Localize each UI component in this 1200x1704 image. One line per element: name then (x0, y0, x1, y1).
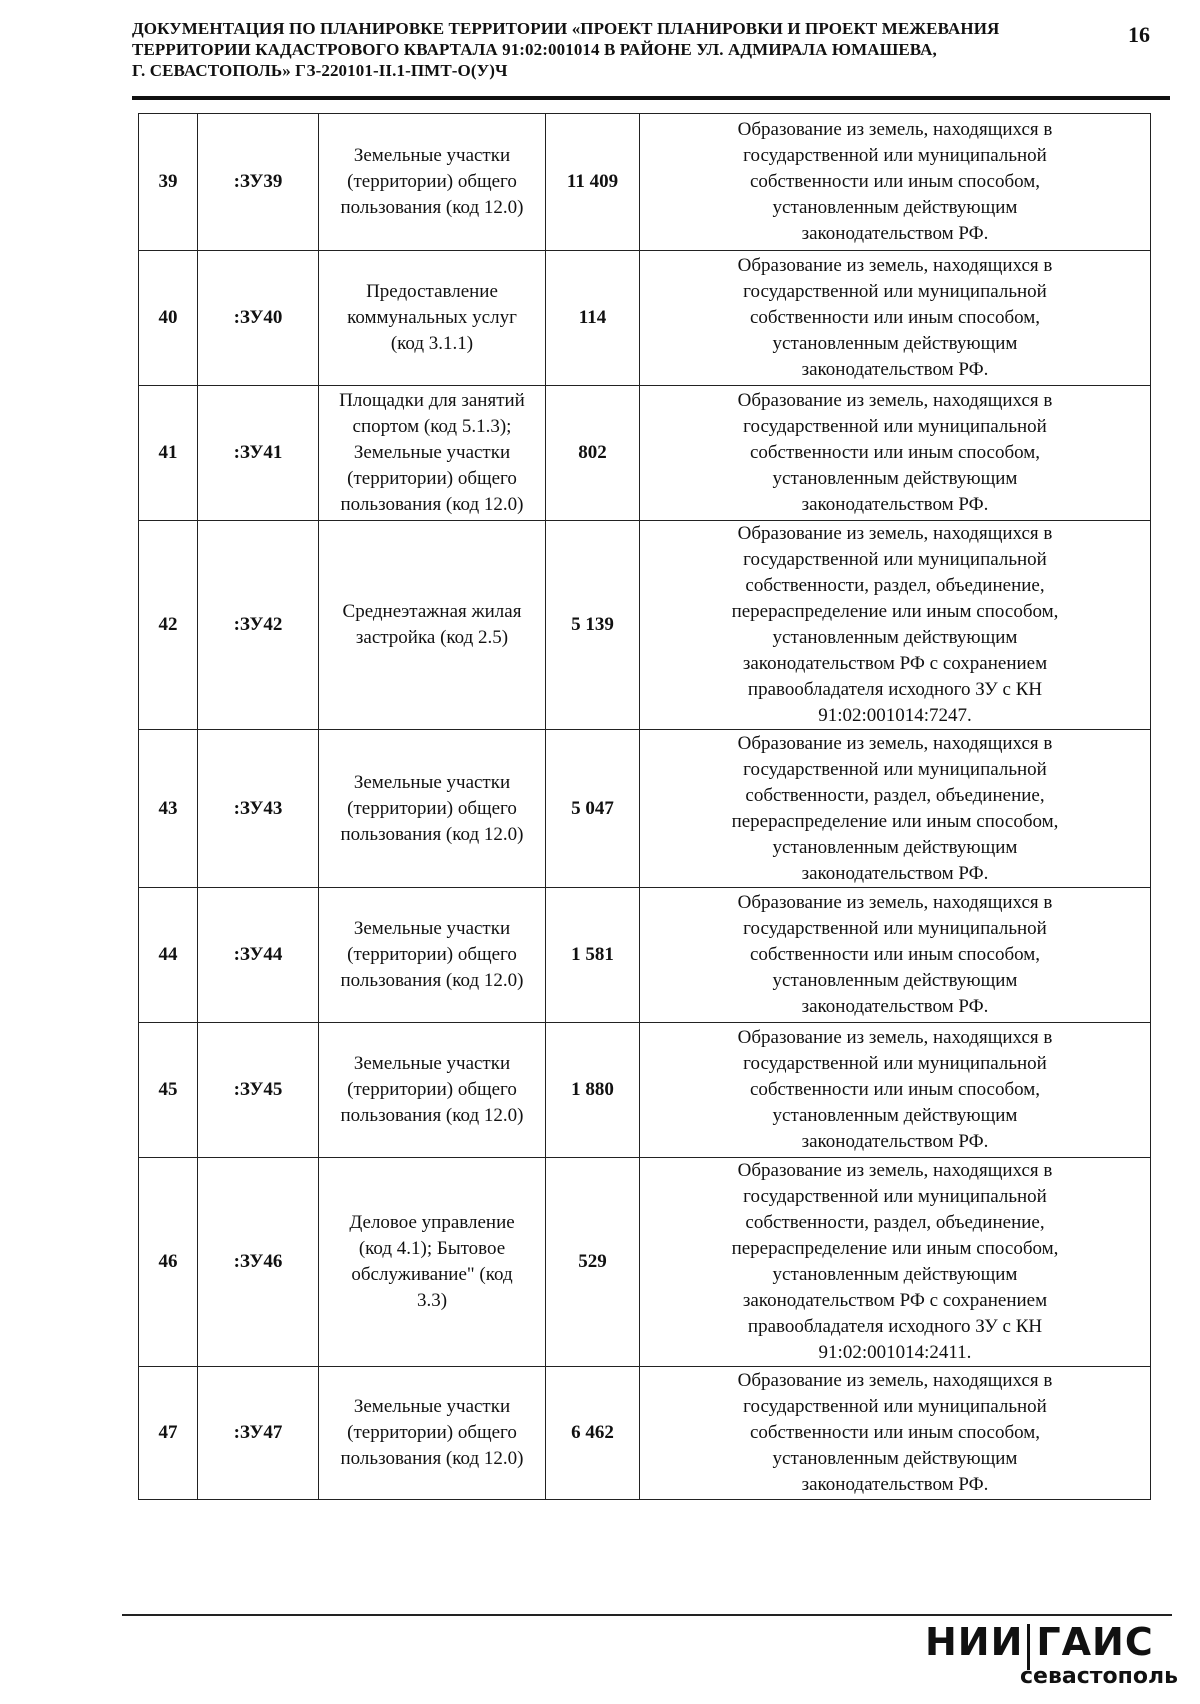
plot-id: :ЗУ46 (233, 1251, 283, 1272)
formation-method-line: законодательством РФ. (801, 862, 989, 884)
plot-id: :ЗУ39 (233, 171, 283, 192)
plot-id-cell (198, 386, 319, 521)
plot-id-cell (198, 888, 319, 1023)
plot-area: 529 (578, 1251, 607, 1272)
area-cell (546, 1023, 640, 1158)
formation-method-line: установленным действующим (772, 1105, 1018, 1126)
plot-area: 1 880 (571, 1079, 614, 1100)
permitted-use-line: спортом (код 5.1.3); (352, 416, 512, 437)
logo-subtitle: севастополь (1020, 1664, 1178, 1689)
formation-method-line: установленным действующим (772, 197, 1018, 218)
row-number-cell (139, 251, 198, 386)
document-header (132, 18, 1082, 81)
row-number-cell (139, 1023, 198, 1158)
formation-method-line: законодательством РФ. (801, 996, 989, 1017)
row-number-cell (139, 888, 198, 1023)
table-row (139, 114, 1151, 251)
title-line-3: Г. СЕВАСТОПОЛЬ» ГЗ-220101-II.1-ПМТ-О(У)Ч (132, 61, 508, 80)
permitted-use-line: Деловое управление (349, 1212, 515, 1233)
row-number: 40 (158, 307, 178, 328)
footer-divider (122, 1614, 1172, 1616)
formation-method-line: правообладателя исходного ЗУ с КН (747, 679, 1043, 700)
formation-method-cell (640, 888, 1151, 1023)
permitted-use-line: Земельные участки (353, 918, 511, 939)
area-cell (546, 386, 640, 521)
formation-method-cell (640, 251, 1151, 386)
permitted-use-line: (территории) общего (347, 797, 517, 819)
permitted-use-line: (территории) общего (347, 944, 517, 965)
table-row (139, 1158, 1151, 1367)
row-number: 46 (158, 1251, 178, 1272)
row-number-cell (139, 521, 198, 730)
document-title (132, 18, 1082, 81)
formation-method-cell (640, 386, 1151, 521)
plot-id-cell (198, 114, 319, 251)
formation-method-line: собственности или иным способом, (749, 1422, 1041, 1443)
permitted-use-line: 3.3) (416, 1290, 448, 1311)
row-number-cell (139, 114, 198, 251)
formation-method-line: государственной или муниципальной (743, 145, 1047, 166)
niigais-logo (925, 1620, 1178, 1700)
title-line-2: ТЕРРИТОРИИ КАДАСТРОВОГО КВАРТАЛА 91:02:001014 В РАЙОНЕ УЛ. АДМИРАЛА ЮМАШЕВА, (132, 40, 937, 59)
formation-method-line: законодательством РФ с сохранением (742, 653, 1048, 674)
permitted-use-cell (319, 521, 546, 730)
permitted-use-line: (код 4.1); Бытовое (358, 1238, 506, 1259)
formation-method-line: собственности, раздел, объединение, (745, 575, 1045, 596)
table-row (139, 1367, 1151, 1500)
permitted-use-cell (319, 251, 546, 386)
row-number-cell (139, 386, 198, 521)
permitted-use-cell (319, 386, 546, 521)
formation-method-line: собственности, раздел, объединение, (745, 784, 1045, 806)
formation-method-line: государственной или муниципальной (743, 1053, 1047, 1074)
permitted-use-cell (319, 888, 546, 1023)
formation-method-line: перераспределение или иным способом, (731, 810, 1059, 832)
plot-area: 802 (578, 442, 607, 463)
formation-method-line: собственности или иным способом, (749, 171, 1041, 192)
plot-id: :ЗУ41 (233, 442, 283, 463)
formation-method-line: Образование из земель, находящихся в (737, 1027, 1053, 1048)
row-number: 39 (158, 171, 178, 192)
page-number: 16 (1128, 22, 1150, 47)
table-row (139, 730, 1151, 888)
permitted-use-line: Земельные участки (353, 442, 511, 463)
formation-method-line: собственности или иным способом, (749, 442, 1041, 463)
formation-method-cell (640, 114, 1151, 251)
formation-method-line: государственной или муниципальной (743, 1396, 1047, 1417)
permitted-use-line: коммунальных услуг (347, 307, 517, 328)
formation-method-line: Образование из земель, находящихся в (737, 255, 1053, 276)
formation-method-line: Образование из земель, находящихся в (737, 1160, 1053, 1181)
formation-method-line: установленным действующим (772, 468, 1018, 489)
formation-method-cell (640, 1158, 1151, 1367)
plot-area: 114 (578, 307, 607, 328)
row-number: 44 (158, 944, 178, 965)
permitted-use-line: пользования (код 12.0) (340, 823, 524, 845)
plot-id-cell (198, 251, 319, 386)
formation-method-line: законодательством РФ. (801, 1474, 989, 1495)
formation-method-line: государственной или муниципальной (743, 918, 1047, 939)
formation-method-line: 91:02:001014:7247. (818, 705, 972, 726)
table-row (139, 386, 1151, 521)
permitted-use-line: пользования (код 12.0) (340, 970, 524, 991)
formation-method-line: Образование из земель, находящихся в (737, 523, 1053, 544)
area-cell (546, 730, 640, 888)
permitted-use-line: пользования (код 12.0) (340, 197, 524, 218)
formation-method-cell (640, 730, 1151, 888)
permitted-use-line: пользования (код 12.0) (340, 494, 524, 515)
formation-method-line: перераспределение или иным способом, (731, 1238, 1059, 1259)
row-number-cell (139, 1158, 198, 1367)
permitted-use-cell (319, 1158, 546, 1367)
permitted-use-line: обслуживание" (код (351, 1264, 513, 1285)
row-number: 45 (158, 1079, 178, 1100)
formation-method-line: собственности или иным способом, (749, 1079, 1041, 1100)
table-row (139, 251, 1151, 386)
row-number: 43 (158, 797, 178, 819)
formation-method-line: собственности, раздел, объединение, (745, 1212, 1045, 1233)
logo-text-left: НИИ (925, 1620, 1024, 1664)
permitted-use-line: застройка (код 2.5) (355, 627, 509, 648)
formation-method-line: установленным действующим (772, 333, 1018, 354)
formation-method-line: законодательством РФ. (801, 1131, 989, 1152)
formation-method-line: государственной или муниципальной (743, 281, 1047, 302)
row-number: 42 (158, 614, 178, 635)
permitted-use-line: пользования (код 12.0) (340, 1105, 524, 1126)
title-line-1: ДОКУМЕНТАЦИЯ ПО ПЛАНИРОВКЕ ТЕРРИТОРИИ «ПРОЕКТ ПЛАНИРОВКИ И ПРОЕКТ МЕЖЕВАНИЯ (132, 19, 1000, 38)
row-number-cell (139, 730, 198, 888)
plot-area: 1 581 (571, 944, 614, 965)
plot-id-cell (198, 730, 319, 888)
area-cell (546, 521, 640, 730)
formation-method-line: правообладателя исходного ЗУ с КН (747, 1316, 1043, 1337)
permitted-use-line: Земельные участки (353, 1053, 511, 1074)
permitted-use-cell (319, 114, 546, 251)
formation-method-line: Образование из земель, находящихся в (737, 390, 1053, 411)
formation-method-line: установленным действующим (772, 836, 1018, 858)
permitted-use-cell (319, 730, 546, 888)
plot-area: 5 047 (571, 797, 614, 819)
formation-method-line: перераспределение или иным способом, (731, 601, 1059, 622)
plot-id: :ЗУ45 (233, 1079, 283, 1100)
row-number: 47 (158, 1422, 178, 1443)
logo-text-right: ГАИС (1036, 1620, 1154, 1664)
permitted-use-line: (территории) общего (347, 1422, 517, 1443)
formation-method-line: установленным действующим (772, 1448, 1018, 1469)
permitted-use-line: Земельные участки (353, 771, 511, 793)
plot-id-cell (198, 1023, 319, 1158)
plot-id: :ЗУ47 (233, 1422, 283, 1443)
formation-method-cell (640, 1023, 1151, 1158)
land-plots-table (138, 113, 1151, 1500)
plot-id: :ЗУ44 (233, 944, 283, 965)
permitted-use-line: пользования (код 12.0) (340, 1448, 524, 1469)
plot-area: 5 139 (571, 614, 614, 635)
formation-method-line: собственности или иным способом, (749, 944, 1041, 965)
formation-method-line: Образование из земель, находящихся в (737, 732, 1053, 754)
plot-id-cell (198, 1158, 319, 1367)
permitted-use-line: (территории) общего (347, 171, 517, 192)
plot-area: 11 409 (566, 171, 619, 192)
permitted-use-line: (код 3.1.1) (390, 333, 474, 354)
permitted-use-line: Площадки для занятий (339, 390, 525, 411)
permitted-use-line: (территории) общего (347, 1079, 517, 1100)
permitted-use-line: (территории) общего (347, 468, 517, 489)
plot-id-cell (198, 521, 319, 730)
formation-method-line: государственной или муниципальной (743, 549, 1047, 570)
formation-method-line: Образование из земель, находящихся в (737, 892, 1053, 913)
permitted-use-line: Земельные участки (353, 145, 511, 166)
row-number-cell (139, 1367, 198, 1500)
formation-method-line: государственной или муниципальной (743, 758, 1047, 780)
area-cell (546, 251, 640, 386)
permitted-use-cell (319, 1023, 546, 1158)
formation-method-line: законодательством РФ. (801, 223, 989, 244)
formation-method-line: 91:02:001014:2411. (818, 1342, 972, 1363)
formation-method-line: установленным действующим (772, 1264, 1018, 1285)
plot-id-cell (198, 1367, 319, 1500)
formation-method-line: законодательством РФ с сохранением (742, 1290, 1048, 1311)
row-number: 41 (158, 442, 178, 463)
table-row (139, 521, 1151, 730)
plot-area: 6 462 (571, 1422, 614, 1443)
plot-id: :ЗУ43 (233, 797, 283, 819)
formation-method-line: установленным действующим (772, 627, 1018, 648)
area-cell (546, 114, 640, 251)
formation-method-line: государственной или муниципальной (743, 1186, 1047, 1207)
formation-method-line: законодательством РФ. (801, 494, 989, 515)
formation-method-line: Образование из земель, находящихся в (737, 1370, 1053, 1391)
permitted-use-cell (319, 1367, 546, 1500)
formation-method-line: Образование из земель, находящихся в (737, 119, 1053, 140)
formation-method-cell (640, 1367, 1151, 1500)
header-divider (132, 96, 1170, 100)
permitted-use-line: Среднеэтажная жилая (342, 601, 522, 622)
area-cell (546, 1367, 640, 1500)
plot-id: :ЗУ42 (233, 614, 283, 635)
formation-method-line: собственности или иным способом, (749, 307, 1041, 328)
formation-method-line: государственной или муниципальной (743, 416, 1047, 437)
formation-method-line: законодательством РФ. (801, 359, 989, 380)
formation-method-line: установленным действующим (772, 970, 1018, 991)
area-cell (546, 888, 640, 1023)
permitted-use-line: Земельные участки (353, 1396, 511, 1417)
plot-id: :ЗУ40 (233, 307, 283, 328)
permitted-use-line: Предоставление (366, 281, 498, 302)
formation-method-cell (640, 521, 1151, 730)
area-cell (546, 1158, 640, 1367)
table-row (139, 888, 1151, 1023)
table-row (139, 1023, 1151, 1158)
